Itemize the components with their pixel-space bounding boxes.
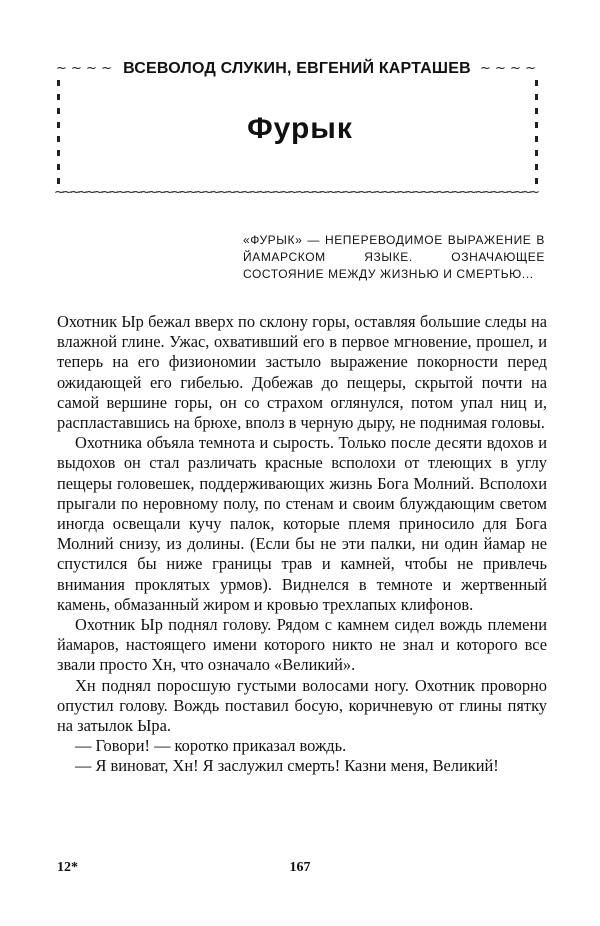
authors-heading: ВСЕВОЛОД СЛУКИН, ЕВГЕНИЙ КАРТАШЕВ: [123, 60, 471, 77]
paragraph: Хн поднял поросшую густыми волосами ногу. Охотник проворно опустил голову. Вождь поставил босую, коричневую от глины пятку на затылок Ыра.: [57, 675, 547, 736]
signature-mark: 12*: [57, 860, 78, 875]
svg-text:~ ~ ~ ~: ~ ~ ~ ~: [480, 61, 536, 76]
epigraph: «ФУРЫК» — НЕПЕРЕВОДИМОЕ ВЫРАЖЕНИЕ В ЙАМАРСКОМ ЯЗЫКЕ. ОЗНАЧАЮЩЕЕ СОСТОЯНИЕ МЕЖДУ ЖИЗНЬЮ И СМЕРТЬЮ...: [243, 233, 545, 281]
paragraph: Охотник Ыр поднял голову. Рядом с камнем сидел вождь племени йамаров, настоящего имени которого никто не знал и которого все звали просто Хн, что означало «Великий».: [57, 615, 547, 675]
story-body: [57, 312, 547, 777]
svg-text:~~~~~~~~~~~~~~~~~~~~~~~~~~~~~~: ~~~~~~~~~~~~~~~~~~~~~~~~~~~~~~~~~~~~~~~~~~~~~~~~~~~~~~~~~~~~~~: [54, 185, 540, 198]
svg-text:~ ~ ~ ~: ~ ~ ~ ~: [56, 61, 112, 76]
dialogue-line: — Говори! — коротко приказал вождь.: [75, 736, 347, 756]
dialogue-line: — Я виноват, Хн! Я заслужил смерть! Казни меня, Великий!: [75, 756, 499, 776]
story-title: Фурык: [247, 112, 353, 145]
paragraph: Охотник Ыр бежал вверх по склону горы, оставляя большие следы на влажной глине. Ужас, охвативший его в первое мгновение, прошел, и теперь на его физиономии застыло выражение покорности перед ожидающей его гибелью. Добежав до пещеры, скрытой почти на самой вершине горы, он со страхом оглянулся, потом упал ниц и, распластавшись на брюхе, вполз в черную дыру, не поднимая головы.: [57, 312, 547, 433]
paragraph: Охотника объяла темнота и сырость. Только после десяти вдохов и выдохов он стал различать красные всполохи от тлеющих в углу пещеры головешек, поддерживающих жизнь Бога Молний. Всполохи прыгали по неровному полу, по стенам и своим блуждающим светом иногда освещали кучу палок, которые племя приносило для Бога Молний снизу, из долины. (Если бы не эти палки, ни один йамар не спустился бы ниже границы трав и камней, чтобы не привлечь внимания проклятых урмов). Виднелся в темноте и жертвенный камень, обмазанный жиром и кровью трехлапых клифонов.: [57, 433, 547, 614]
page-number: 167: [289, 860, 311, 875]
